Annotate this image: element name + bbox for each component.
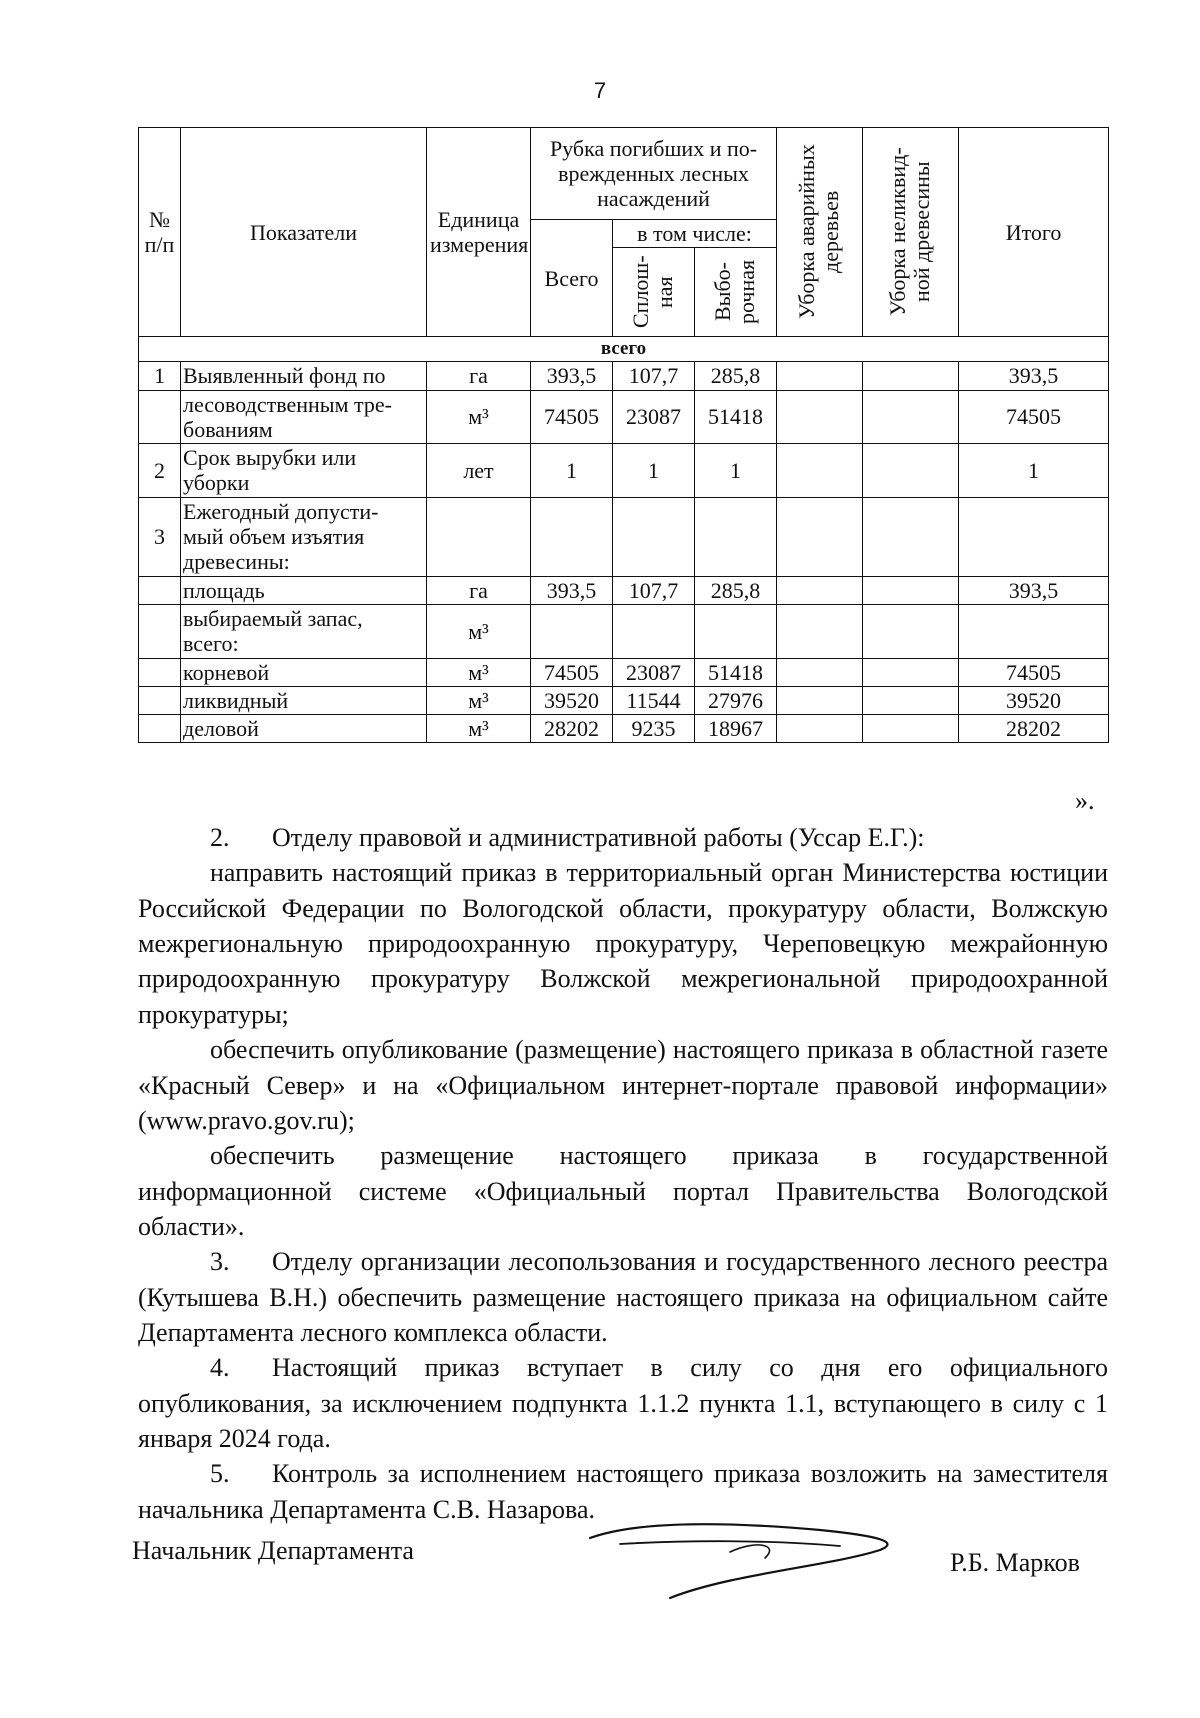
cell-num [139,576,181,604]
table-body [139,362,1109,743]
paragraph-4 [138,1350,1108,1456]
cell-clear: 107,7 [613,362,695,390]
header-nonliquid-line2: ной древесины [909,161,935,303]
cell-label-line: Ежегодный допусти- [183,498,379,524]
cell-total: 74505 [531,658,613,686]
cell-num [139,686,181,714]
cell-label-line: Срок вырубки или [183,445,357,471]
cell-total: 1 [531,444,613,498]
header-including: в том числе: [613,220,777,248]
table-row [139,390,1109,444]
header-unit-line2: измерения [430,232,529,258]
cell-clear: 9235 [613,715,695,743]
paragraph-2-number: 2. [210,823,230,852]
cell-unit: га [427,362,531,390]
body-text [138,820,1108,1527]
cell-selective: 285,8 [695,576,777,604]
handwritten-signature [580,1500,940,1610]
header-emergency [777,128,863,337]
cell-clear: 23087 [613,658,695,686]
cell-label [181,686,427,714]
cell-nonliquid [863,715,959,743]
cell-label [181,576,427,604]
table-row [139,444,1109,498]
header-itogo: Итого [959,128,1109,337]
header-nonliquid-line1: Уборка неликвид- [885,147,911,317]
cell-selective: 1 [695,444,777,498]
cell-total: 39520 [531,686,613,714]
cell-label-line: всего: [183,631,239,657]
header-unit [427,128,531,337]
table-row [139,497,1109,576]
cell-emergency [777,604,863,658]
cell-nonliquid [863,576,959,604]
cell-nonliquid [863,604,959,658]
section-label: всего [139,337,1109,362]
header-num-line2: п/п [144,232,175,258]
cell-itogo [959,604,1109,658]
cell-unit: м³ [427,390,531,444]
cell-itogo: 74505 [959,658,1109,686]
header-felling-line3: насаждений [597,186,710,212]
cell-itogo: 393,5 [959,362,1109,390]
cell-label [181,604,427,658]
cell-clear: 23087 [613,390,695,444]
header-indicator: Показатели [181,128,427,337]
cell-selective: 51418 [695,658,777,686]
cell-num: 2 [139,444,181,498]
header-num [139,128,181,337]
cell-emergency [777,576,863,604]
paragraph-3 [138,1244,1108,1350]
cell-itogo [959,497,1109,576]
header-selective-line2: рочная [734,260,760,325]
cell-total: 74505 [531,390,613,444]
cell-itogo: 393,5 [959,576,1109,604]
cell-itogo: 74505 [959,390,1109,444]
header-clear [613,248,695,337]
cell-total: 393,5 [531,576,613,604]
forest-fund-table [138,127,1109,743]
table-row [139,604,1109,658]
signer-title: Начальник Департамента [132,1536,414,1565]
signer-name: Р.Б. Марков [950,1548,1080,1577]
paragraph-5-number: 5. [210,1459,230,1489]
cell-selective [695,604,777,658]
cell-num [139,715,181,743]
table-row [139,576,1109,604]
cell-emergency [777,497,863,576]
header-clear-line1: Сплош- [628,255,654,329]
header-clear-line2: ная [652,276,678,309]
header-selective-line1: Выбо- [710,262,736,322]
cell-clear [613,497,695,576]
cell-nonliquid [863,444,959,498]
cell-nonliquid [863,686,959,714]
cell-label-line: выбираемый запас, [183,605,363,631]
cell-emergency [777,715,863,743]
cell-clear [613,604,695,658]
cell-num [139,604,181,658]
cell-clear: 1 [613,444,695,498]
header-felling-line1: Рубка погибших и по- [549,135,758,161]
header-selective [695,248,777,337]
cell-label-line: лесоводственным тре- [183,391,392,417]
header-emergency-line1: Уборка аварийных [794,144,820,320]
paragraph-5-text: Контроль за исполнением настоящего приказа возложить на заместителя начальника Департамента С.В. Назарова. [138,1459,1108,1524]
cell-nonliquid [863,362,959,390]
paragraph-3-text: Отделу организации лесопользования и государственного лесного реестра (Кутышева В.Н.) обеспечить размещение настоящего приказа на официальном сайте Департамента лесного комплекса области. [138,1247,1108,1348]
cell-selective: 285,8 [695,362,777,390]
cell-nonliquid [863,658,959,686]
cell-total [531,604,613,658]
cell-label [181,658,427,686]
cell-emergency [777,658,863,686]
cell-unit: м³ [427,686,531,714]
cell-nonliquid [863,390,959,444]
header-unit-line1: Единица [437,206,520,232]
cell-itogo: 39520 [959,686,1109,714]
paragraph-4-number: 4. [210,1353,230,1383]
cell-label-line: древесины: [183,549,290,575]
cell-num: 1 [139,362,181,390]
paragraph-4-text: Настоящий приказ вступает в силу со дня его официального опубликования, за исключением подпункта 1.1.2 пункта 1.1, вступающего в силу с 1 января 2024 года. [138,1353,1108,1454]
cell-unit: га [427,576,531,604]
cell-selective: 51418 [695,390,777,444]
header-felling [531,128,777,220]
page-number: 7 [593,78,607,103]
cell-unit [427,497,531,576]
paragraph-3-number: 3. [210,1247,230,1277]
header-emergency-line2: деревьев [818,191,844,274]
cell-label-line: мый объем изъятия [183,524,365,550]
header-total: Всего [531,220,613,337]
table-row [139,658,1109,686]
cell-clear: 107,7 [613,576,695,604]
paragraph-2c: обеспечить размещение настоящего приказа в государственной информационной системе «Официальный портал Правительства Вологодской области». [138,1141,1108,1241]
paragraph-2-text: Отделу правовой и административной работы (Уссар Е.Г.): [272,823,925,852]
cell-num [139,658,181,686]
cell-label-line: бованиям [183,416,273,442]
table-row [139,686,1109,714]
cell-label [181,390,427,444]
cell-itogo: 1 [959,444,1109,498]
cell-itogo: 28202 [959,715,1109,743]
cell-emergency [777,390,863,444]
cell-unit: м³ [427,658,531,686]
header-nonliquid [863,128,959,337]
cell-label-line: уборки [183,470,250,496]
cell-num: 3 [139,497,181,576]
cell-total: 393,5 [531,362,613,390]
table-row [139,362,1109,390]
closing-quote: ». [1075,786,1095,815]
cell-total [531,497,613,576]
header-num-line1: № [149,206,170,232]
cell-total: 28202 [531,715,613,743]
cell-emergency [777,362,863,390]
cell-label [181,444,427,498]
cell-selective: 27976 [695,686,777,714]
cell-label-line: корневой [183,659,270,685]
paragraph-2 [138,820,1108,855]
cell-selective: 18967 [695,715,777,743]
paragraph-2a: направить настоящий приказ в территориальный орган Министерства юстиции Российской Федерации по Вологодской области, прокуратуру области, Волжскую межрегиональную природоохранную прокуратуру, Череповецкую межрайонную природоохранную прокуратуру Волжской межрегиональной природоохранной прокуратуры; [138,858,1108,1029]
cell-label-line: ликвидный [183,687,289,713]
cell-nonliquid [863,497,959,576]
cell-emergency [777,444,863,498]
cell-num [139,390,181,444]
cell-unit: м³ [427,715,531,743]
cell-selective [695,497,777,576]
cell-label-line: Выявленный фонд по [183,363,386,389]
cell-label [181,497,427,576]
cell-clear: 11544 [613,686,695,714]
cell-emergency [777,686,863,714]
cell-unit: м³ [427,604,531,658]
cell-label-line: площадь [183,577,265,603]
cell-unit: лет [427,444,531,498]
cell-label-line: деловой [183,716,259,742]
cell-label [181,715,427,743]
cell-label [181,362,427,390]
paragraph-2b: обеспечить опубликование (размещение) настоящего приказа в областной газете «Красный Север» и на «Официальном интернет-портале правовой информации» (www.pravo.gov.ru); [138,1035,1108,1135]
header-felling-line2: врежденных лесных [558,160,749,186]
table-row [139,715,1109,743]
